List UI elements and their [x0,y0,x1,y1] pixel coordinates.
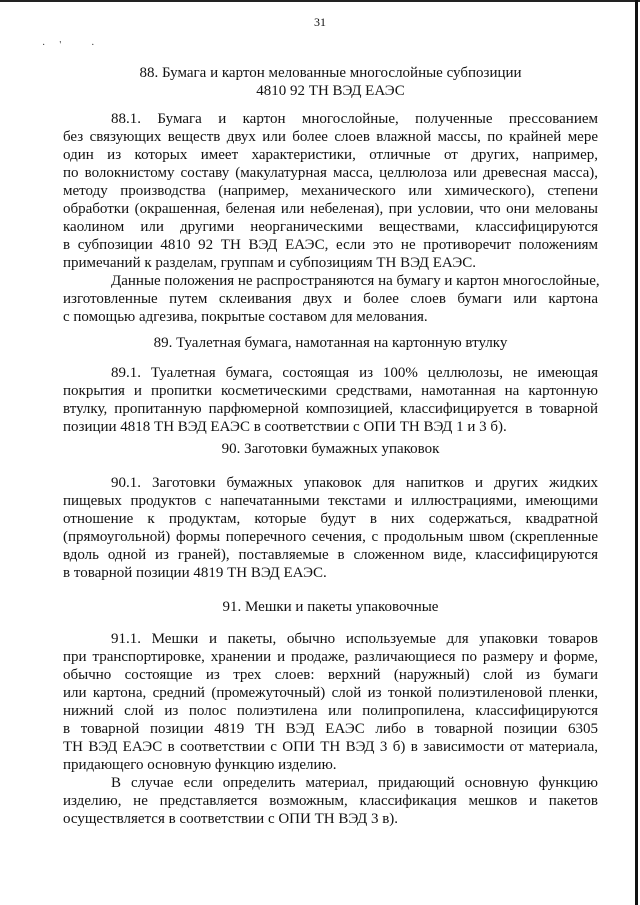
text-line: примечаний к разделам, группам и субпозициям ТН ВЭД ЕАЭС. [63,255,477,271]
text-line: с помощью адгезива, покрытые составом для мелования. [63,309,428,325]
paragraph [63,474,598,582]
text-line: по волокнистому составу (макулатурная масса, целлюлоза или древесная масса), [63,165,598,181]
heading-line: 88. Бумага и картон мелованные многослойные субпозиции [139,65,522,81]
text-line: изделию, не представляется возможным, классификация мешков и пакетов [63,793,598,809]
section-heading [63,598,598,616]
paragraph [63,110,598,272]
text-line: втулку, пропитанную парфюмерной композицией, классифицируется в товарной [63,401,598,417]
paragraph [63,272,598,326]
paragraph [63,774,598,828]
text-line: 89.1. Туалетная бумага, состоящая из 100% целлюлозы, не имеющая [111,365,598,381]
paragraph [63,364,598,436]
text-line: изготовленные путем склеивания двух и более слоев бумаги или картона [63,291,598,307]
text-line: обычно состоящие из трех слоев: верхний (наружный) слой из бумаги [63,667,598,683]
heading-line: 91. Мешки и пакеты упаковочные [222,599,439,615]
text-line: 91.1. Мешки и пакеты, обычно используемые для упаковки товаров [111,631,598,647]
text-line: каолином или другими неорганическими веществами, классифицируются [63,219,598,235]
text-line: пищевых продуктов с напечатанными текстами и иллюстрациями, имеющими [63,493,598,509]
page-number: 31 [314,15,326,29]
text-line: один из которых имеет характеристики, отличные от других, например, [63,147,598,163]
text-line: в товарной позиции 4819 ТН ВЭД ЕАЭС. [63,565,327,581]
text-line: В случае если определить материал, придающий основную функцию [111,775,598,791]
text-line: вдоль одной из граней), поставляемые в сложенном виде, классифицируются [63,547,598,563]
text-line: или картона, средний (промежуточный) слой из тонкой полиэтиленовой пленки, [63,685,598,701]
heading-line: 90. Заготовки бумажных упаковок [221,441,440,457]
text-line: методу производства (например, механического или химического), степени [63,183,598,199]
text-line: покрытия и пропитки косметическими средствами, намотанная на картонную [63,383,598,399]
heading-line: 89. Туалетная бумага, намотанная на картонную втулку [153,335,508,351]
scan-specks: · ' · [42,40,101,51]
text-line: ТН ВЭД ЕАЭС в соответствии с ОПИ ТН ВЭД 3 б) в зависимости от материала, [63,739,598,755]
text-line: позиции 4818 ТН ВЭД ЕАЭС в соответствии с ОПИ ТН ВЭД 1 и 3 б). [63,419,507,435]
section-heading [63,334,598,352]
text-line: при транспортировке, хранении и продаже, различающиеся по размеру и форме, [63,649,598,665]
section-heading [63,64,598,100]
text-line: 88.1. Бумага и картон многослойные, полученные прессованием [111,111,598,127]
text-line: (прямоугольной) формы поперечного сечения, с продольным швом (скрепленные [63,529,598,545]
section-heading [63,440,598,458]
scan-border-top [0,0,640,2]
text-line: в товарной позиции 4819 ТН ВЭД ЕАЭС либо в товарной позиции 6305 [63,721,598,737]
text-line: придающего основную функцию изделию. [63,757,337,773]
text-line: Данные положения не распространяются на бумагу и картон многослойные, [111,273,600,289]
text-line: без связующих веществ двух или более слоев влажной массы, по крайней мере [63,129,598,145]
text-line: нижний слой из полос полиэтилена или полипропилена, классифицируются [63,703,598,719]
text-line: в субпозиции 4810 92 ТН ВЭД ЕАЭС, если это не противоречит положениям [63,237,598,253]
heading-line: 4810 92 ТН ВЭД ЕАЭС [256,83,405,99]
text-line: обработки (окрашенная, беленая или небеленая), при условии, что они мелованы [63,201,598,217]
scan-border-right [635,0,638,905]
text-line: отношение к продуктам, которые будут в них содержаться, квадратной [63,511,598,527]
text-line: осуществляется в соответствии с ОПИ ТН ВЭД 3 в). [63,811,399,827]
text-line: 90.1. Заготовки бумажных упаковок для напитков и других жидких [111,475,598,491]
paragraph [63,630,598,774]
